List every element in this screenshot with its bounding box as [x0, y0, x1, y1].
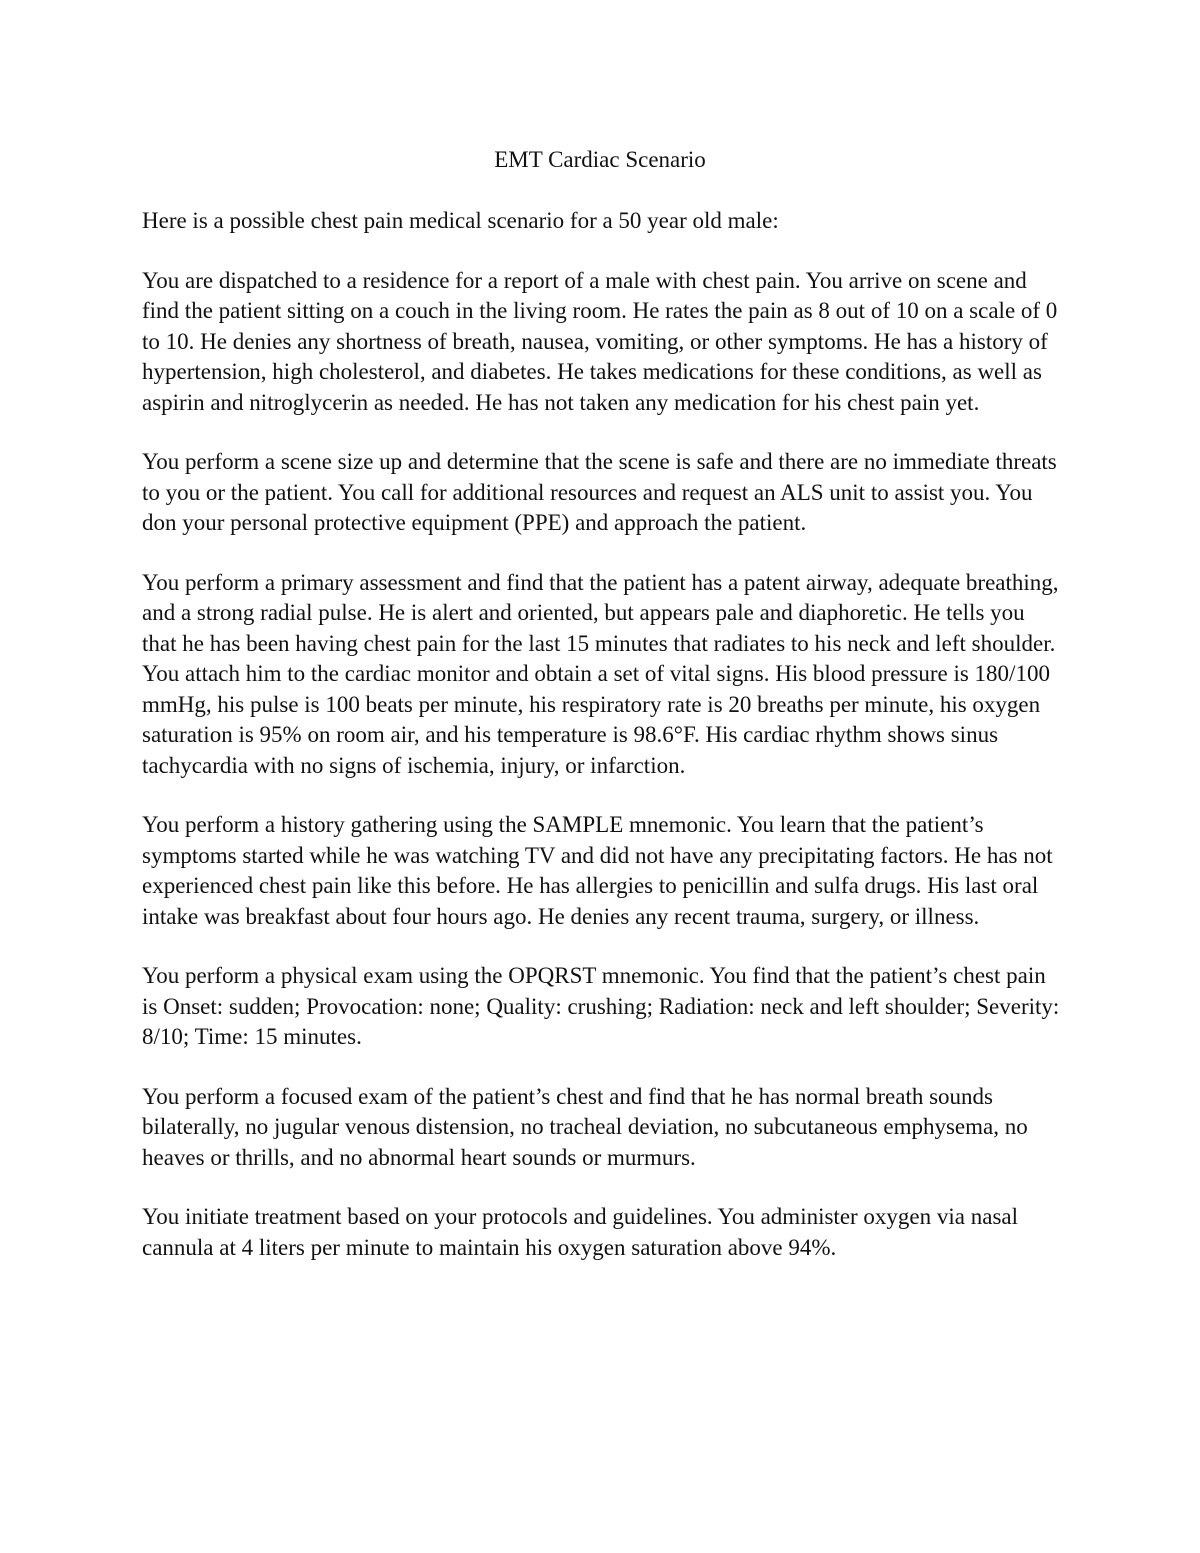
- page-title: EMT Cardiac Scenario: [494, 147, 706, 172]
- paragraph-focused-exam: You perform a focused exam of the patient’s chest and find that he has normal breath sounds bilaterally, no jugular venous distension, no tracheal deviation, no subcutaneous emphysema, no heaves or thrills, and no abnormal heart sounds or murmurs.: [142, 1083, 1028, 1170]
- paragraph-primary-assessment: You perform a primary assessment and find that the patient has a patent airway, adequate breathing, and a strong radial pulse. He is alert and oriented, but appears pale and diaphoretic. He tells you that he has been having chest pain for the last 15 minutes that radiates to his neck and left shoulder. You attach him to the cardiac monitor and obtain a set of vital signs. His blood pressure is 180/100 mmHg, his pulse is 100 beats per minute, his respiratory rate is 20 breaths per minute, his oxygen saturation is 95% on room air, and his temperature is 98.6°F. His cardiac rhythm shows sinus tachycardia with no signs of ischemia, injury, or infarction.: [142, 569, 1059, 778]
- paragraph-treatment: You initiate treatment based on your protocols and guidelines. You administer oxygen via nasal cannula at 4 liters per minute to maintain his oxygen saturation above 94%.: [142, 1204, 1018, 1260]
- paragraph-scene-size-up: You perform a scene size up and determine that the scene is safe and there are no immediate threats to you or the patient. You call for additional resources and request an ALS unit to assist you. You don your personal protective equipment (PPE) and approach the patient.: [142, 449, 1057, 535]
- paragraph-sample-history: You perform a history gathering using the SAMPLE mnemonic. You learn that the patient’s symptoms started while he was watching TV and did not have any precipitating factors. He has not experienced chest pain like this before. He has allergies to penicillin and sulfa drugs. His last oral intake was breakfast about four hours ago. He denies any recent trauma, surgery, or illness.: [142, 812, 1053, 929]
- paragraph-intro: Here is a possible chest pain medical scenario for a 50 year old male:: [142, 208, 779, 233]
- paragraph-dispatch: You are dispatched to a residence for a report of a male with chest pain. You arrive on scene and find the patient sitting on a couch in the living room. He rates the pain as 8 out of 10 on a scale of 0 to 10. He denies any shortness of breath, nausea, vomiting, or other symptoms. He has a history of hypertension, high cholesterol, and diabetes. He takes medications for these conditions, as well as aspirin and nitroglycerin as needed. He has not taken any medication for his chest pain yet.: [142, 267, 1058, 415]
- document-body: [142, 206, 1062, 1292]
- paragraph-opqrst-exam: You perform a physical exam using the OPQRST mnemonic. You find that the patient’s chest pain is Onset: sudden; Provocation: none; Quality: crushing; Radiation: neck and left shoulder; Severity: 8/10; Time: 15 minutes.: [142, 963, 1060, 1049]
